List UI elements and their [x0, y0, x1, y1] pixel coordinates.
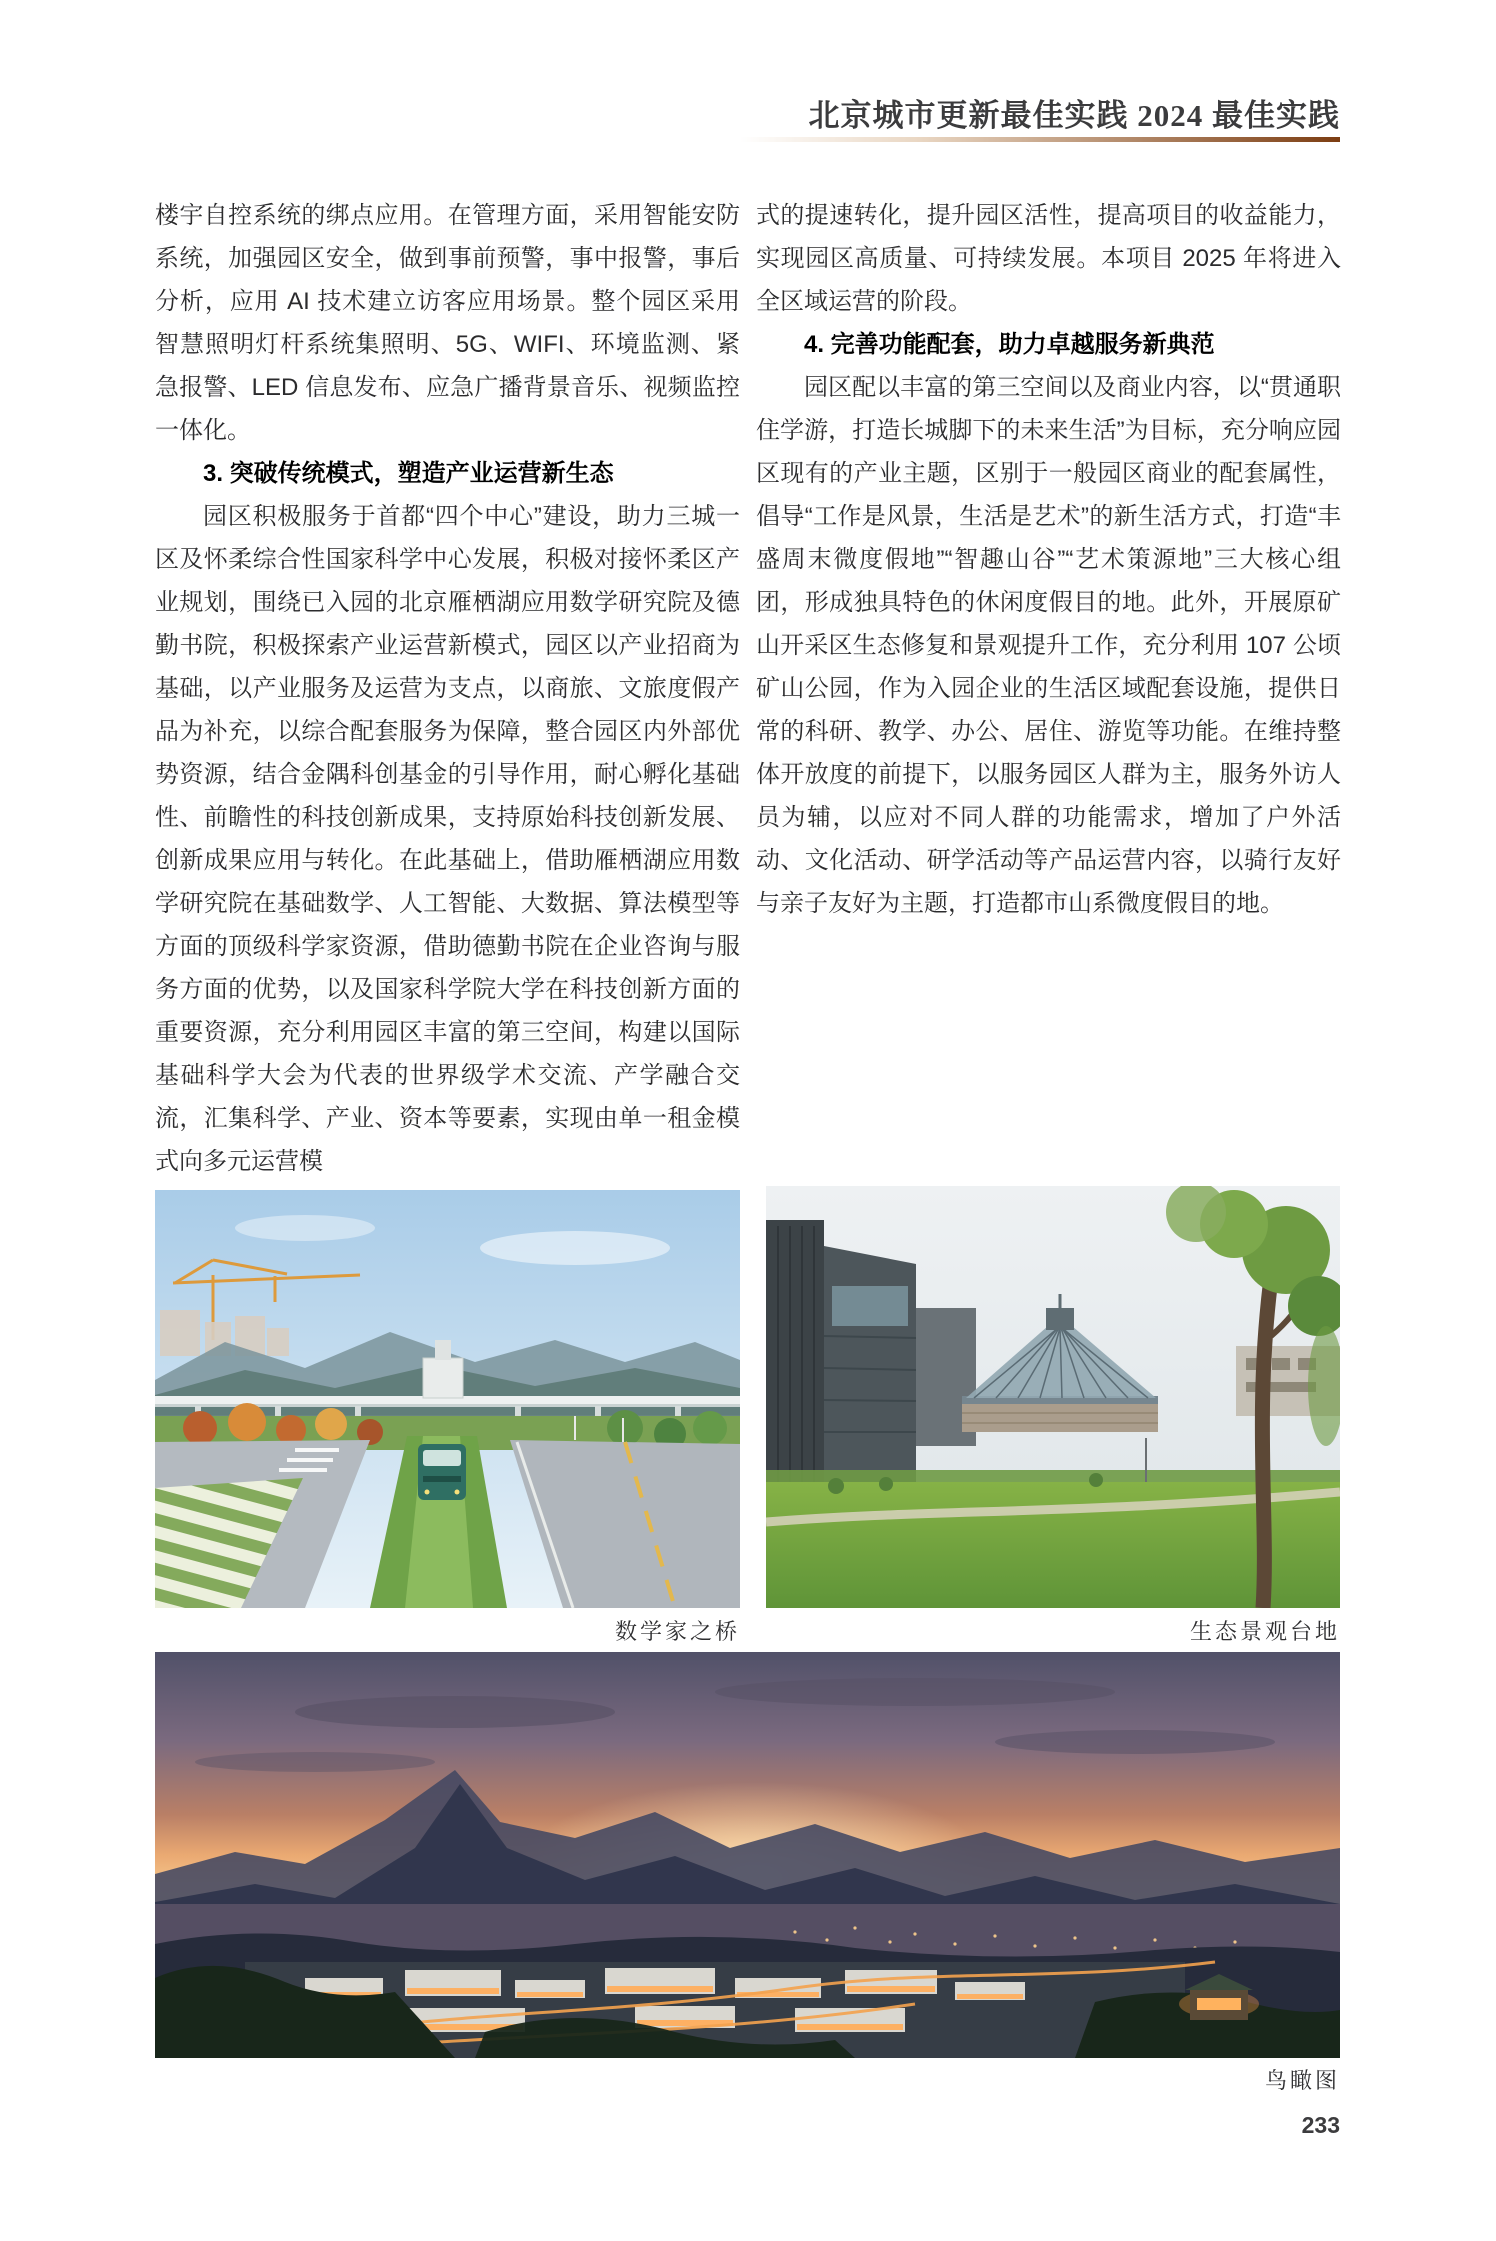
text-columns [155, 194, 1341, 1183]
section-heading-3: 3. 突破传统模式，塑造产业运营新生态 [203, 460, 614, 487]
paragraph: 式的提速转化，提升园区活性，提高项目的收益能力，实现园区高质量、可持续发展。本项目 2025 年将进入全区域运营的阶段。 [756, 202, 1341, 315]
paragraph: 楼宇自控系统的绑点应用。在管理方面，采用智能安防系统，加强园区安全，做到事前预警，事中报警，事后分析，应用 AI 技术建立访客应用场景。整个园区采用智慧照明灯杆系统集照明、5G、WIFI、环境监测、紧急报警、LED 信息发布、应急广播背景音乐、视频监控一体化。 [155, 202, 740, 444]
bridge-photo-art [155, 1190, 740, 1608]
page-header-title: 北京城市更新最佳实践 2024 最佳实践 [808, 98, 1340, 133]
figure-photo-mathematician-bridge [155, 1190, 740, 1608]
figure-caption-terrace: 生态景观台地 [1189, 1619, 1340, 1644]
green-tram [418, 1444, 466, 1500]
aerial-photo-art [155, 1652, 1340, 2058]
figure-caption-aerial: 鸟瞰图 [1264, 2068, 1340, 2093]
figure-photo-eco-terrace [766, 1186, 1340, 1608]
stone-ring-wall [962, 1404, 1158, 1432]
page-number: 233 [1301, 2112, 1340, 2138]
left-column [155, 194, 740, 1183]
terrace-photo-art [766, 1186, 1340, 1608]
paragraph: 园区配以丰富的第三空间以及商业内容，以“贯通职住学游，打造长城脚下的未来生活”为目标，充分响应园区现有的产业主题，区别于一般园区商业的配套属性，倡导“工作是风景，生活是艺术”的新生活方式，打造“丰盛周末微度假地”“智趣山谷”“艺术策源地”三大核心组团，形成独具特色的休闲度假目的地。此外，开展原矿山开采区生态修复和景观提升工作，充分利用 107 公顷矿山公园，作为入园企业的生活区域配套设施，提供日常的科研、教学、办公、居住、游览等功能。在维持整体开放度的前提下，以服务园区人群为主，服务外访人员为辅，以应对不同人群的功能需求，增加了户外活动、文化活动、研学活动等产品运营内容，以骑行友好与亲子友好为主题，打造都市山系微度假目的地。 [756, 374, 1341, 917]
paragraph: 园区积极服务于首都“四个中心”建设，助力三城一区及怀柔综合性国家科学中心发展，积极对接怀柔区产业规划，围绕已入园的北京雁栖湖应用数学研究院及德勤书院，积极探索产业运营新模式，园区以产业招商为基础，以产业服务及运营为支点，以商旅、文旅度假产品为补充，以综合配套服务为保障，整合园区内外部优势资源，结合金隅科创基金的引导作用，耐心孵化基础性、前瞻性的科技创新成果，支持原始科技创新发展、创新成果应用与转化。在此基础上，借助雁栖湖应用数学研究院在基础数学、人工智能、大数据、算法模型等方面的顶级科学家资源，借助德勤书院在企业咨询与服务方面的优势，以及国家科学院大学在科技创新方面的重要资源，充分利用园区丰富的第三空间，构建以国际基础科学大会为代表的世界级学术交流、产学融合交流，汇集科学、产业、资本等要素，实现由单一租金模式向多元运营模 [155, 503, 740, 1175]
right-column [756, 194, 1341, 1183]
header-gradient-rule [740, 137, 1340, 142]
section-heading-4: 4. 完善功能配套，助力卓越服务新典范 [804, 331, 1215, 358]
figure-photo-aerial-view [155, 1652, 1340, 2058]
figure-caption-bridge: 数学家之桥 [614, 1619, 740, 1644]
